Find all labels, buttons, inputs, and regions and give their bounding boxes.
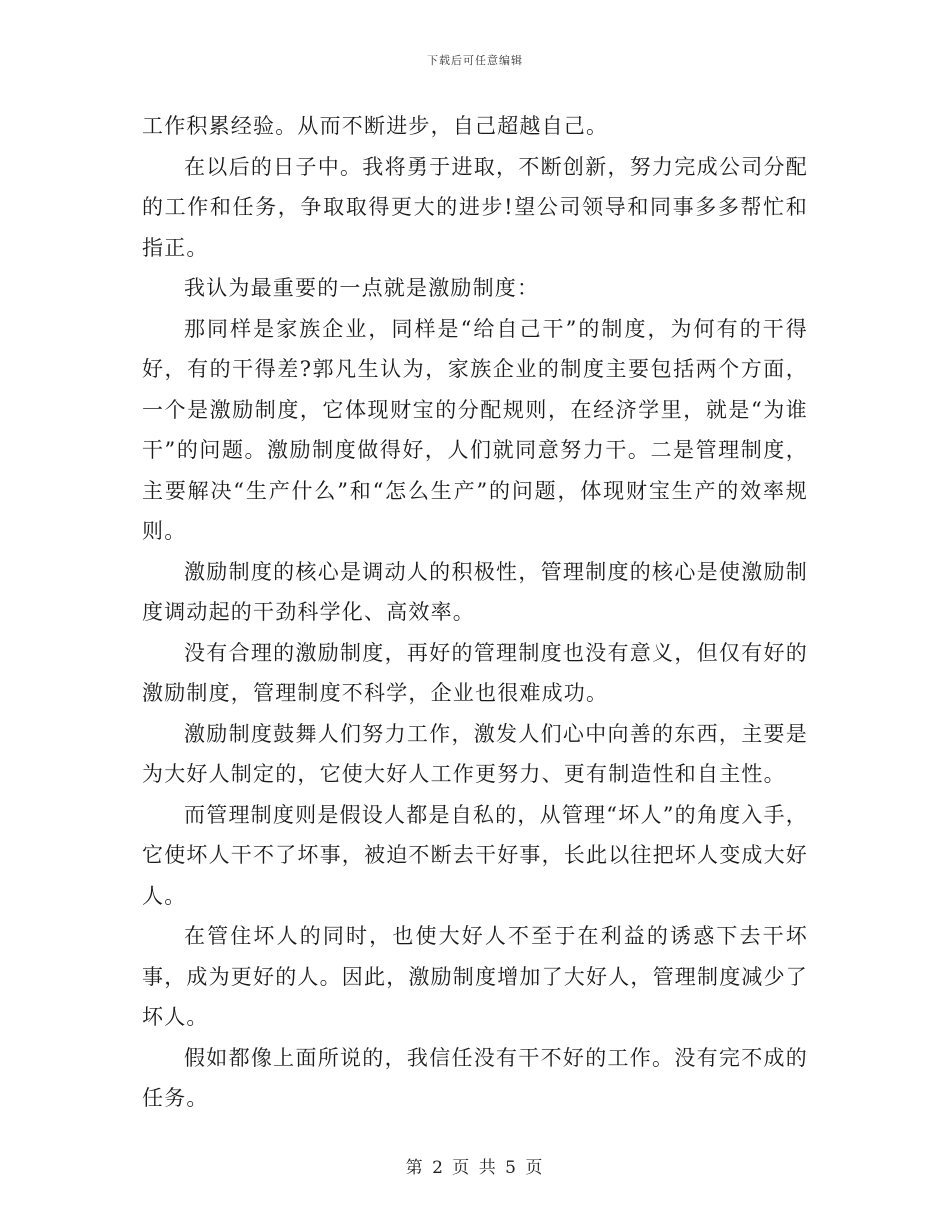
paragraph: 假如都像上面所说的，我信任没有干不好的工作。没有完不成的任务。 (142, 1045, 808, 1110)
paragraph: 激励制度的核心是调动人的积极性，管理制度的核心是使激励制度调动起的干劲科学化、高效率。 (142, 559, 808, 624)
paragraph: 激励制度鼓舞人们努力工作，激发人们心中向善的东西，主要是为大好人制定的，它使大好人工作更努力、更有制造性和自主性。 (142, 721, 808, 786)
document-body (142, 106, 808, 1119)
paragraph: 在以后的日子中。我将勇于进取，不断创新，努力完成公司分配的工作和任务，争取取得更大的进步!望公司领导和同事多多帮忙和指正。 (142, 154, 808, 260)
paragraph: 工作积累经验。从而不断进步，自己超越自己。 (142, 114, 609, 138)
paragraph: 那同样是家族企业，同样是“给自己干”的制度，为何有的干得好，有的干得差?郭凡生认为，家族企业的制度主要包括两个方面，一个是激励制度，它体现财宝的分配规则，在经济学里，就是“为谁干”的问题。激励制度做得好，人们就同意努力干。二是管理制度，主要解决“生产什么”和“怎么生产”的问题，体现财宝生产的效率规则。 (142, 316, 808, 543)
paragraph: 在管住坏人的同时，也使大好人不至于在利益的诱惑下去干坏事，成为更好的人。因此，激励制度增加了大好人，管理制度减少了坏人。 (142, 924, 808, 1029)
paragraph: 我认为最重要的一点就是激励制度： (184, 276, 540, 300)
paragraph: 没有合理的激励制度，再好的管理制度也没有意义，但仅有好的激励制度，管理制度不科学，企业也很难成功。 (142, 640, 808, 705)
page-header: 下载后可任意编辑 (427, 54, 523, 67)
page-footer: 第 2 页 共 5 页 (405, 1158, 545, 1178)
paragraph: 而管理制度则是假设人都是自私的，从管理“坏人”的角度入手，它使坏人干不了坏事，被迫不断去干好事，长此以往把坏人变成大好人。 (142, 802, 808, 908)
